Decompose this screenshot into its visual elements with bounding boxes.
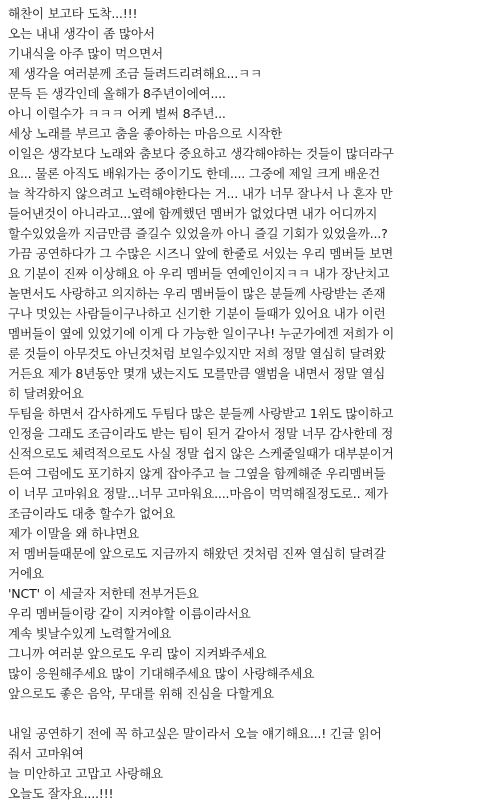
note-line: 많이 응원해주세요 많이 기대해주세요 많이 사랑해주세요 [8, 666, 315, 681]
note-line: 세상 노래를 부르고 춤을 좋아하는 마음으로 시작한 [8, 126, 283, 141]
note-line: 기내식을 아주 많이 먹으면서 [8, 46, 163, 61]
note-text-body [8, 4, 478, 804]
note-line: 이 너무 고마워요 정말...너무 고마워요....마음이 먹먹해질정도로.. 제가 [8, 486, 389, 501]
note-line: 두팀을 하면서 감사하게도 두팀다 많은 분들께 사랑받고 1위도 많이하고 [8, 406, 394, 421]
note-line: 저 멤버들때문에 앞으로도 지금까지 해왔던 것처럼 진짜 열심히 달려갈 [8, 546, 386, 561]
note-line: 든여 그럼에도 포기하지 않게 잡아주고 늘 그옆을 함께해준 우리멤버들 [8, 466, 386, 481]
note-line: 아니 이럴수가 ㅋㅋㅋ 어케 벌써 8주년... [8, 106, 226, 121]
note-line: 가끔 공연하다가 그 수많은 시즈니 앞에 한줄로 서있는 우리 멤버들 보면 [8, 246, 394, 261]
note-line: 거든요 제가 8년동안 몇개 냈는지도 모를만큼 앨범을 내면서 정말 열심 [8, 366, 386, 381]
note-line: 구나 멋있는 사람들이구나하고 신기한 기분이 들때가 있어요 내가 이런 [8, 306, 386, 321]
note-line: 이일은 생각보다 노래와 춤보다 중요하고 생각해야하는 것들이 많더라구 [8, 146, 394, 161]
note-line: 문득 든 생각인데 올해가 8주년이에여.... [8, 86, 226, 101]
note-line: 인정을 그래도 조금이라도 받는 팀이 된거 같아서 정말 너무 감사한데 정 [8, 426, 394, 441]
note-line: 히 달려왔어요 [8, 386, 84, 401]
note-line: 거에요 [8, 566, 44, 581]
note-line: 계속 빛날수있게 노력할거에요 [8, 626, 172, 641]
note-line: 줘서 고마워여 [8, 746, 84, 761]
note-line: 요... 물론 아직도 배워가는 중이기도 한데.... 그중에 제일 크게 배운건 [8, 166, 380, 181]
note-line: 우리 멤버들이랑 같이 지켜야할 이름이라서요 [8, 606, 251, 621]
note-line: 늘 미안하고 고맙고 사랑해요 [8, 766, 163, 781]
note-line: 오늘도 잘자요....!!! [8, 786, 114, 801]
note-line: 앞으로도 좋은 음악, 무대를 위해 진심을 다할게요 [8, 686, 274, 701]
note-line: 제가 이말을 왜 하냐면요 [8, 526, 140, 541]
note-line: 멤버들이 옆에 있었기에 이게 다 가능한 일이구나! 누군가에겐 저희가 이 [8, 326, 395, 341]
note-line: 조금이라도 대충 할수가 없어요 [8, 506, 175, 521]
note-line: 룬 것들이 아무것도 아닌것처럼 보일수있지만 저희 정말 열심히 달려왔 [8, 346, 386, 361]
note-line: 들어낸것이 아니라고...옆에 함께했던 멤버가 없었다면 내가 어디까지 [8, 206, 378, 221]
note-line: 할수있었을까 지금만큼 즐길수 있었을까 아니 즐길 기회가 있었을까...? [8, 226, 388, 241]
note-line: 내일 공연하기 전에 꼭 하고싶은 말이라서 오늘 얘기해요...! 긴글 읽어 [8, 726, 382, 741]
note-line: 놀면서도 사랑하고 의지하는 우리 멤버들이 많은 분들께 사랑받는 존재 [8, 286, 386, 301]
note-line: 제 생각을 여러분께 조금 들려드리려해요...ㅋㅋ [8, 66, 262, 81]
note-line: 그니까 여러분 앞으로도 우리 많이 지켜봐주세요 [8, 646, 267, 661]
note-line: 늘 착각하지 않으려고 노력해야한다는 거... 내가 너무 잘나서 나 혼자 만 [8, 186, 393, 201]
note-line: 신적으로도 체력적으로도 사실 정말 쉽지 않은 스케줄일때가 대부분이거 [8, 446, 394, 461]
note-line: 오는 내내 생각이 좀 많아서 [8, 26, 155, 41]
note-line: 'NCT' 이 세글자 저한테 전부거든요 [8, 586, 199, 601]
note-line: 요 기분이 진짜 이상해요 아 우리 멤버들 연예인이지ㅋㅋ 내가 장난치고 [8, 266, 390, 281]
note-line: 해찬이 보고타 도착...!!! [8, 6, 138, 21]
blank-line [8, 704, 478, 724]
